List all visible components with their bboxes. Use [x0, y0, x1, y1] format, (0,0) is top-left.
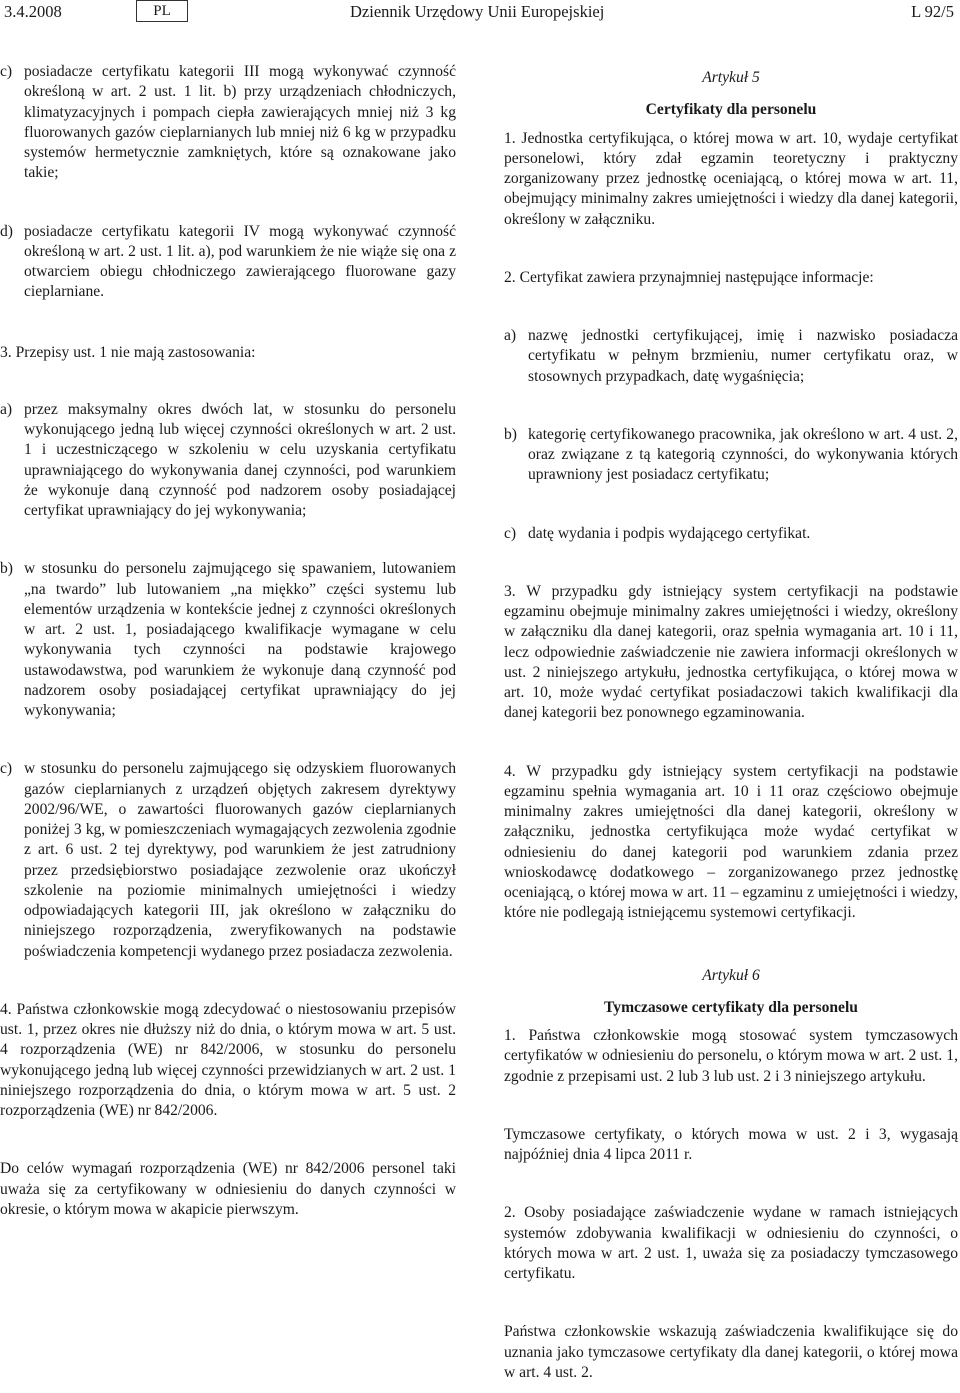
- list-label: c): [0, 63, 13, 80]
- list-label: a): [0, 400, 13, 418]
- list-item-c2: [0, 759, 456, 962]
- paragraph-final: Do celów wymagań rozporządzenia (WE) nr 842/2006 personel taki uważa się za certyfikowany w odniesieniu do danych czynności w okresie, o którym mowa w akapicie pierwszym.: [0, 1160, 456, 1218]
- list-item-b: [0, 559, 456, 721]
- list-label: c): [0, 760, 13, 778]
- list-text: posiadacze certyfikatu kategorii IV mogą wykonywać czynność określoną w art. 2 ust. 1 lit. a), pod warunkiem że nie wiąże się ona z otwarciem obiegu chłodniczego zawierającego fluorowane gazy cieplarniane.: [24, 222, 456, 301]
- article-6-number: Artykuł 6: [702, 966, 760, 984]
- paragraph-4: 4. Państwa członkowskie mogą zdecydować o niestosowaniu przepisów ust. 1, przez okres nie dłuższy niż do dnia, o którym mowa w art. 5 ust. 4 rozporządzenia (WE) nr 842/2006, w stosunku do personelu wykonującego jedną lub więcej czynności przewidzianych w art. 2 ust. 1 niniejszego rozporządzenia do dnia, o którym mowa w art. 5 ust. 2 rozporządzenia (WE) nr 842/2006.: [0, 1000, 456, 1119]
- list-item-c: [0, 62, 456, 184]
- list-item-b: [504, 425, 958, 486]
- art6-paragraph-2: 2. Osoby posiadające zaświadczenie wydane w ramach istniejących systemów zdobywania kwalifikacji w odniesieniu do czynności, o których mowa w art. 2 ust. 1, uważa się za posiadaczy tymczasowego certyfikatu.: [504, 1204, 958, 1282]
- list-item-a: [504, 326, 958, 387]
- art6-paragraph-1b: Tymczasowe certyfikaty, o których mowa w ust. 2 i 3, wygasają najpóźniej dnia 4 lipca 2011 r.: [504, 1125, 958, 1163]
- paragraph-3: 3. Przepisy ust. 1 nie mają zastosowania:: [0, 343, 256, 361]
- publication-date: 3.4.2008: [4, 2, 62, 21]
- art6-paragraph-2b: Państwa członkowskie wskazują zaświadczenia kwalifikujące się do uznania jako tymczasowe certyfikaty dla danej kategorii, o której mowa w art. 4 ust. 2.: [504, 1323, 958, 1381]
- list-label: b): [504, 425, 517, 443]
- list-label: b): [0, 560, 13, 578]
- page-number: L 92/5: [911, 2, 954, 21]
- list-label: d): [0, 222, 13, 240]
- list-text: datę wydania i podpis wydającego certyfikat.: [528, 524, 811, 542]
- right-column: [504, 62, 958, 1383]
- list-text: przez maksymalny okres dwóch lat, w stosunku do personelu wykonującego jedną lub więcej czynności określonych w art. 2 ust. 1 i uczestniczącego w szkoleniu w celu uzyskania certyfikatu uprawniającego do wykonywania danej czynności, pod warunkiem że wykonuje daną czynność pod nadzorem osoby posiadającej certyfikat uprawniający do jej wykonywania;: [24, 400, 456, 519]
- list-text: w stosunku do personelu zajmującego się spawaniem, lutowaniem „na twardo” lub lutowaniem „na miękko” części systemu lub elementów urządzenia w kontekście jednej z czynności określonych w art. 2 ust. 1, posiadającego kwalifikacje wymagane w celu wykonywania tych czynności na podstawie krajowego ustawodawstwa, pod warunkiem że wykonuje daną czynność pod nadzorem osoby posiadającej certyfikat uprawniający do jej wykonywania;: [24, 560, 456, 719]
- list-item-c: [504, 524, 958, 544]
- article-5-title: Certyfikaty dla personelu: [645, 101, 817, 119]
- art5-paragraph-2: 2. Certyfikat zawiera przynajmniej następujące informacje:: [504, 268, 874, 286]
- page-header: [0, 0, 960, 24]
- language-badge: PL: [136, 0, 188, 22]
- art6-paragraph-1: 1. Państwa członkowskie mogą stosować system tymczasowych certyfikatów w odniesieniu do personelu, o którym mowa w art. 2 ust. 1, zgodnie z przepisami ust. 2 lub 3 lub ust. 2 i 3 niniejszego artykułu.: [504, 1027, 958, 1085]
- list-item-d: [0, 222, 456, 303]
- article-6-title: Tymczasowe certyfikaty dla personelu: [604, 998, 858, 1016]
- journal-title: Dziennik Urzędowy Unii Europejskiej: [350, 2, 605, 21]
- art5-paragraph-3: 3. W przypadku gdy istniejący system certyfikacji na podstawie egzaminu obejmuje minimalny zakres umiejętności i wiedzy, określony w załączniku dla danej kategorii, oraz spełnia wymagania art. 10 i 11, lecz odpowiednie zaświadczenie nie zawiera informacji określonych w ust. 2 niniejszego artykułu, jednostka certyfikująca, o której mowa w art. 10, może wydać certyfikat posiadaczowi takich kwalifikacji dla danej kategorii bez ponownego egzaminowania.: [504, 582, 958, 722]
- art5-paragraph-1: 1. Jednostka certyfikująca, o której mowa w art. 10, wydaje certyfikat personelowi, który zdał egzamin teoretyczny i praktyczny zorganizowany przez jednostkę oceniającą, o której mowa w art. 11, obejmujący minimalny zakres umiejętności i wiedzy dla danej kategorii, określony w załączniku.: [504, 129, 958, 228]
- list-text: kategorię certyfikowanego pracownika, jak określono w art. 4 ust. 2, oraz związane z tą kategorią czynności, do wykonywania których uprawniony jest posiadacz certyfikatu;: [528, 425, 958, 484]
- art5-paragraph-4: 4. W przypadku gdy istniejący system certyfikacji na podstawie egzaminu spełnia wymagania art. 10 i 11 oraz częściowo obejmuje minimalny zakres umiejętności dla danej kategorii, określony w załączniku, jednostka certyfikująca może wydać certyfikat w odniesieniu do danej kategorii pod warunkiem zdania przez wnioskodawcę dodatkowego – zorganizowanego przez jednostkę oceniającą, o której mowa w art. 11 – egzaminu z umiejętności i wiedzy, które nie podlegają istniejącemu systemowi certyfikacji.: [504, 762, 958, 922]
- article-5-number: Artykuł 5: [702, 69, 760, 86]
- list-label: c): [504, 524, 517, 542]
- list-item-a: [0, 400, 456, 522]
- left-column: [0, 62, 456, 1220]
- list-text: nazwę jednostki certyfikującej, imię i nazwisko posiadacza certyfikatu w pełnym brzmieniu, numer certyfikatu oraz, w stosownych przypadkach, datę wygaśnięcia;: [528, 327, 958, 385]
- list-text: w stosunku do personelu zajmującego się odzyskiem fluorowanych gazów cieplarnianych z urządzeń objętych zakresem dyrektywy 2002/96/WE, o zawartości fluorowanych gazów cieplarnianych poniżej 3 kg, w pomieszczeniach wymagających zezwolenia zgodnie z art. 6 ust. 2 tej dyrektywy, pod warunkiem że jest zatrudniony przez przedsiębiorstwo posiadające zezwolenie oraz ukończył szkolenie na poziomie minimalnych umiejętności i wiedzy odpowiadających kategorii III, jak określono w załączniku do niniejszego rozporządzenia, zweryfikowanych na podstawie poświadczenia kompetencji wydanego przez posiadacza zezwolenia.: [24, 760, 456, 960]
- list-label: a): [504, 327, 517, 344]
- list-text: posiadacze certyfikatu kategorii III mogą wykonywać czynność określoną w art. 2 ust. 1 lit. b) przy urządzeniach chłodniczych, klimatyzacyjnych i pompach ciepła zawierających mniej niż 3 kg fluorowanych gazów cieplarnianych lub mniej niż 6 kg w przypadku systemów hermetycznie zamkniętych, które są oznakowane jako takie;: [24, 63, 456, 182]
